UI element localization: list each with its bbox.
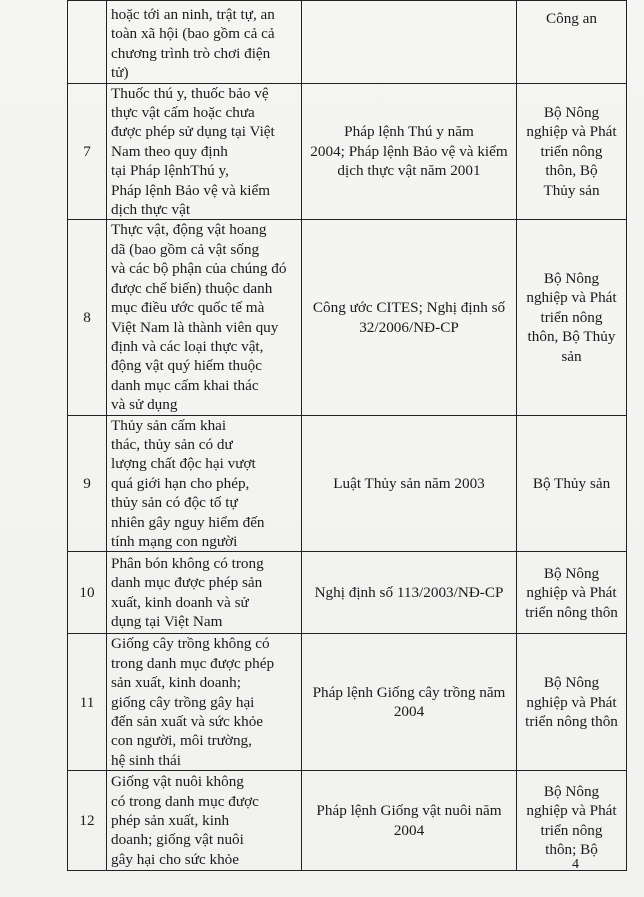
legal-basis bbox=[302, 1, 517, 84]
row-number: 7 bbox=[68, 83, 107, 220]
row-number: 11 bbox=[68, 634, 107, 771]
item-description: Phân bón không có trong danh mục được phép sản xuất, kinh doanh và sử dụng tại Việt Nam bbox=[107, 552, 302, 634]
table-row bbox=[68, 634, 627, 771]
item-description: hoặc tới an ninh, trật tự, an toàn xã hội (bao gồm cả cả chương trình trò chơi điện tử) bbox=[107, 1, 302, 84]
legal-basis: Luật Thủy sản năm 2003 bbox=[302, 415, 517, 552]
row-number: 9 bbox=[68, 415, 107, 552]
item-description: Thủy sản cấm khai thác, thủy sản có dư lượng chất độc hại vượt quá giới hạn cho phép, thủy sản có độc tố tự nhiên gây nguy hiểm đến tính mạng con người bbox=[107, 415, 302, 552]
legal-basis: Công ước CITES; Nghị định số 32/2006/NĐ-CP bbox=[302, 220, 517, 415]
responsible-agency: Bộ Nông nghiệp và Phát triển nông thôn, Bộ Thủy sản bbox=[517, 83, 627, 220]
responsible-agency: Bộ Nông nghiệp và Phát triển nông thôn bbox=[517, 634, 627, 771]
page-number: 4 bbox=[572, 857, 579, 872]
table-row bbox=[68, 771, 627, 871]
row-number: 10 bbox=[68, 552, 107, 634]
item-description: Thuốc thú y, thuốc bảo vệ thực vật cấm hoặc chưa được phép sử dụng tại Việt Nam theo quy định tại Pháp lệnhThú y, Pháp lệnh Bảo vệ và kiểm dịch thực vật bbox=[107, 83, 302, 220]
row-number: 8 bbox=[68, 220, 107, 415]
item-description: Giống cây trồng không có trong danh mục được phép sản xuất, kinh doanh; giống cây trồng gây hại đến sản xuất và sức khỏe con người, môi trường, hệ sinh thái bbox=[107, 634, 302, 771]
responsible-agency: Bộ Thủy sản bbox=[517, 415, 627, 552]
row-number: 12 bbox=[68, 771, 107, 871]
responsible-agency: Công an bbox=[517, 1, 627, 84]
legal-basis: Pháp lệnh Giống vật nuôi năm 2004 bbox=[302, 771, 517, 871]
table-row bbox=[68, 83, 627, 220]
row-number bbox=[68, 1, 107, 84]
item-description: Giống vật nuôi không có trong danh mục được phép sản xuất, kinh doanh; giống vật nuôi gây hại cho sức khỏe bbox=[107, 771, 302, 871]
legal-basis: Pháp lệnh Giống cây trồng năm 2004 bbox=[302, 634, 517, 771]
responsible-agency: Bộ Nông nghiệp và Phát triển nông thôn; Bộ bbox=[517, 771, 627, 871]
legal-basis: Pháp lệnh Thú y năm 2004; Pháp lệnh Bảo vệ và kiểm dịch thực vật năm 2001 bbox=[302, 83, 517, 220]
table-row bbox=[68, 1, 627, 84]
responsible-agency: Bộ Nông nghiệp và Phát triển nông thôn, Bộ Thủy sản bbox=[517, 220, 627, 415]
regulation-table bbox=[67, 0, 627, 871]
table-row bbox=[68, 415, 627, 552]
legal-basis: Nghị định số 113/2003/NĐ-CP bbox=[302, 552, 517, 634]
item-description: Thực vật, động vật hoang dã (bao gồm cả vật sống và các bộ phận của chúng đó được chế biến) thuộc danh mục điều ước quốc tế mà Việt Nam là thành viên quy định và các loại thực vật, động vật quý hiếm thuộc danh mục cấm khai thác và sử dụng bbox=[107, 220, 302, 415]
responsible-agency: Bộ Nông nghiệp và Phát triển nông thôn bbox=[517, 552, 627, 634]
table-row bbox=[68, 220, 627, 415]
table-row bbox=[68, 552, 627, 634]
